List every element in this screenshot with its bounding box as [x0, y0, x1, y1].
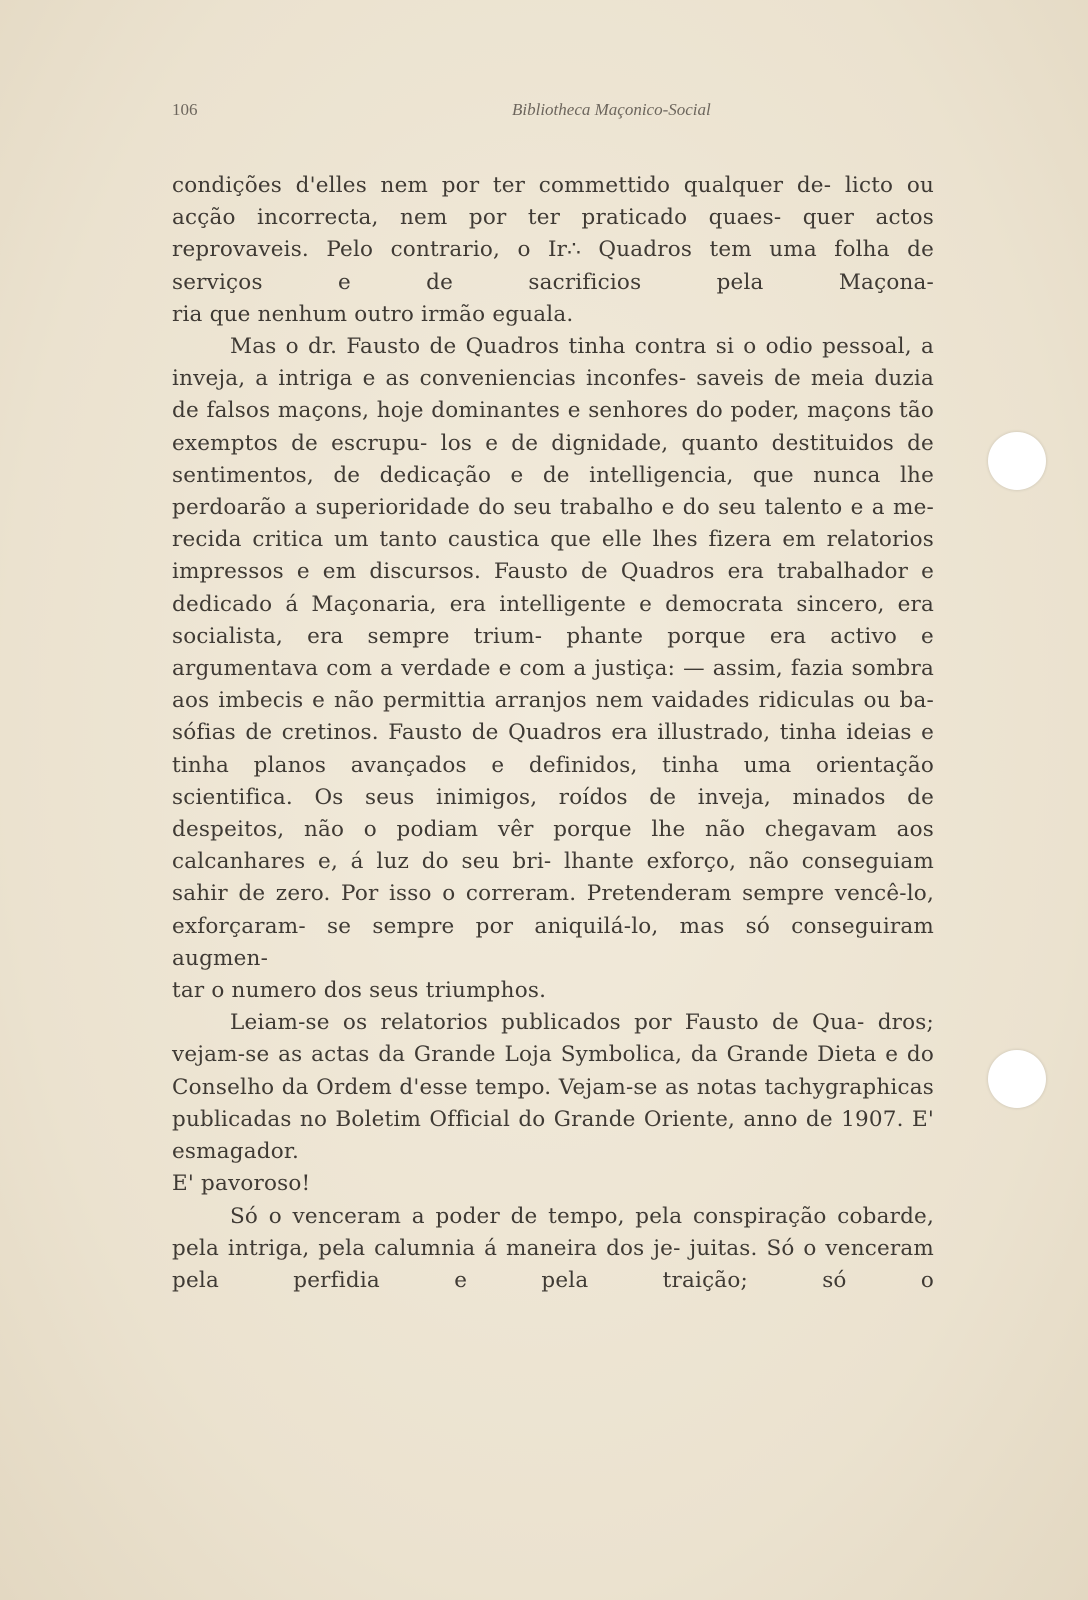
text-line: Vejam-se as notas tachygraphicas publicadas no Boletim — [172, 1074, 934, 1132]
paragraph-last-line — [172, 299, 934, 331]
text-line: e com a justiça: — assim, fazia sombra aos imbecis e — [172, 656, 934, 714]
text-line: e democrata sincero, era socialista, era sempre trium- — [172, 591, 934, 649]
punch-hole — [988, 1050, 1046, 1108]
text-line: dros; vejam-se as actas da Grande Loja Symbolica, da — [172, 1010, 934, 1068]
text-line: era trabalhador e dedicado á Maçonaria, era intelligente — [172, 559, 934, 617]
text-line: Mas o dr. Fausto de Quadros tinha contra si o odio — [230, 334, 813, 360]
text-line: cobarde, pela intriga, pela calumnia á maneira dos je- — [172, 1203, 934, 1261]
text-line: o correram. Pretenderam sempre vencê-lo, exforçaram- — [172, 881, 934, 939]
text-line: tinha ideias e tinha planos avançados e definidos, tinha — [172, 720, 934, 778]
paragraph-last-line — [172, 1168, 934, 1200]
text-line: recida critica um tanto caustica que elle lhes fizera em — [172, 527, 816, 553]
text-line: não permittia arranjos nem vaidades ridiculas ou ba- — [333, 688, 934, 714]
text-line: sófias de cretinos. Fausto de Quadros era illustrado, — [172, 720, 771, 746]
text-line: juitas. Só o venceram pela perfidia e pela traição; só o — [172, 1235, 935, 1293]
text-line: uma orientação scientifica. Os seus inimigos, roídos de — [172, 752, 934, 810]
text-line: se sempre por aniquilá-lo, mas só conseguiram augmen- — [172, 913, 934, 971]
text-line: los e de dignidade, quanto destituidos de sentimentos, — [172, 430, 934, 488]
text-line: quer actos reprovaveis. Pelo contrario, o Ir∴ Quadros — [172, 205, 934, 263]
text-line: ria que nenhum outro irmão eguala. — [172, 301, 574, 327]
paragraph — [172, 1007, 934, 1168]
paragraph — [172, 331, 934, 975]
text-line: E' pavoroso! — [172, 1171, 311, 1197]
paragraph — [172, 170, 934, 299]
text-line: pessoal, a inveja, a intriga e as conveniencias inconfes- — [172, 334, 934, 392]
paragraph-last-line — [172, 975, 934, 1007]
page-header — [172, 96, 932, 126]
text-line: lhe não chegavam aos calcanhares e, á luz do seu bri- — [172, 817, 934, 875]
text-line: tar o numero dos seus triumphos. — [172, 978, 547, 1004]
text-line: Leiam-se os relatorios publicados por Fausto de Qua- — [230, 1010, 865, 1036]
text-line: licto ou acção incorrecta, nem por ter praticado quaes- — [172, 173, 935, 231]
text-line: Só o venceram a poder de tempo, pela conspiração — [230, 1203, 827, 1229]
body-text — [172, 170, 934, 1297]
text-line: condições d'elles nem por ter commettido qualquer de- — [172, 173, 832, 198]
text-line: de dedicação e de intelligencia, que nunca lhe perdoarão — [172, 462, 934, 521]
text-line: lhante exforço, não conseguiam sahir de zero. Por isso — [172, 849, 934, 907]
text-line: Official do Grande Oriente, anno de 1907. E' esmagador. — [172, 1106, 934, 1165]
text-line: phante porque era activo e argumentava com a verdade — [172, 623, 934, 682]
page-number: 106 — [172, 100, 198, 119]
paragraph — [172, 1201, 934, 1298]
text-line: relatorios impressos e em discursos. Fausto de Quadros — [172, 527, 934, 585]
text-line: saveis de meia duzia de falsos maçons, hoje dominantes — [172, 366, 934, 424]
text-line: e senhores do poder, maçons tão exemptos de escrupu- — [172, 398, 934, 456]
text-line: Grande Dieta e do Conselho da Ordem d'esse tempo. — [172, 1042, 934, 1100]
text-line: inveja, minados de despeitos, não o podiam vêr porque — [172, 784, 934, 843]
punch-hole — [988, 432, 1046, 490]
running-title: Bibliotheca Maçonico-Social — [512, 100, 711, 119]
text-line: tem uma folha de serviços e de sacrificios pela Maçona- — [172, 237, 934, 295]
text-line: a superioridade do seu trabalho e do seu talento e a me- — [294, 495, 934, 521]
